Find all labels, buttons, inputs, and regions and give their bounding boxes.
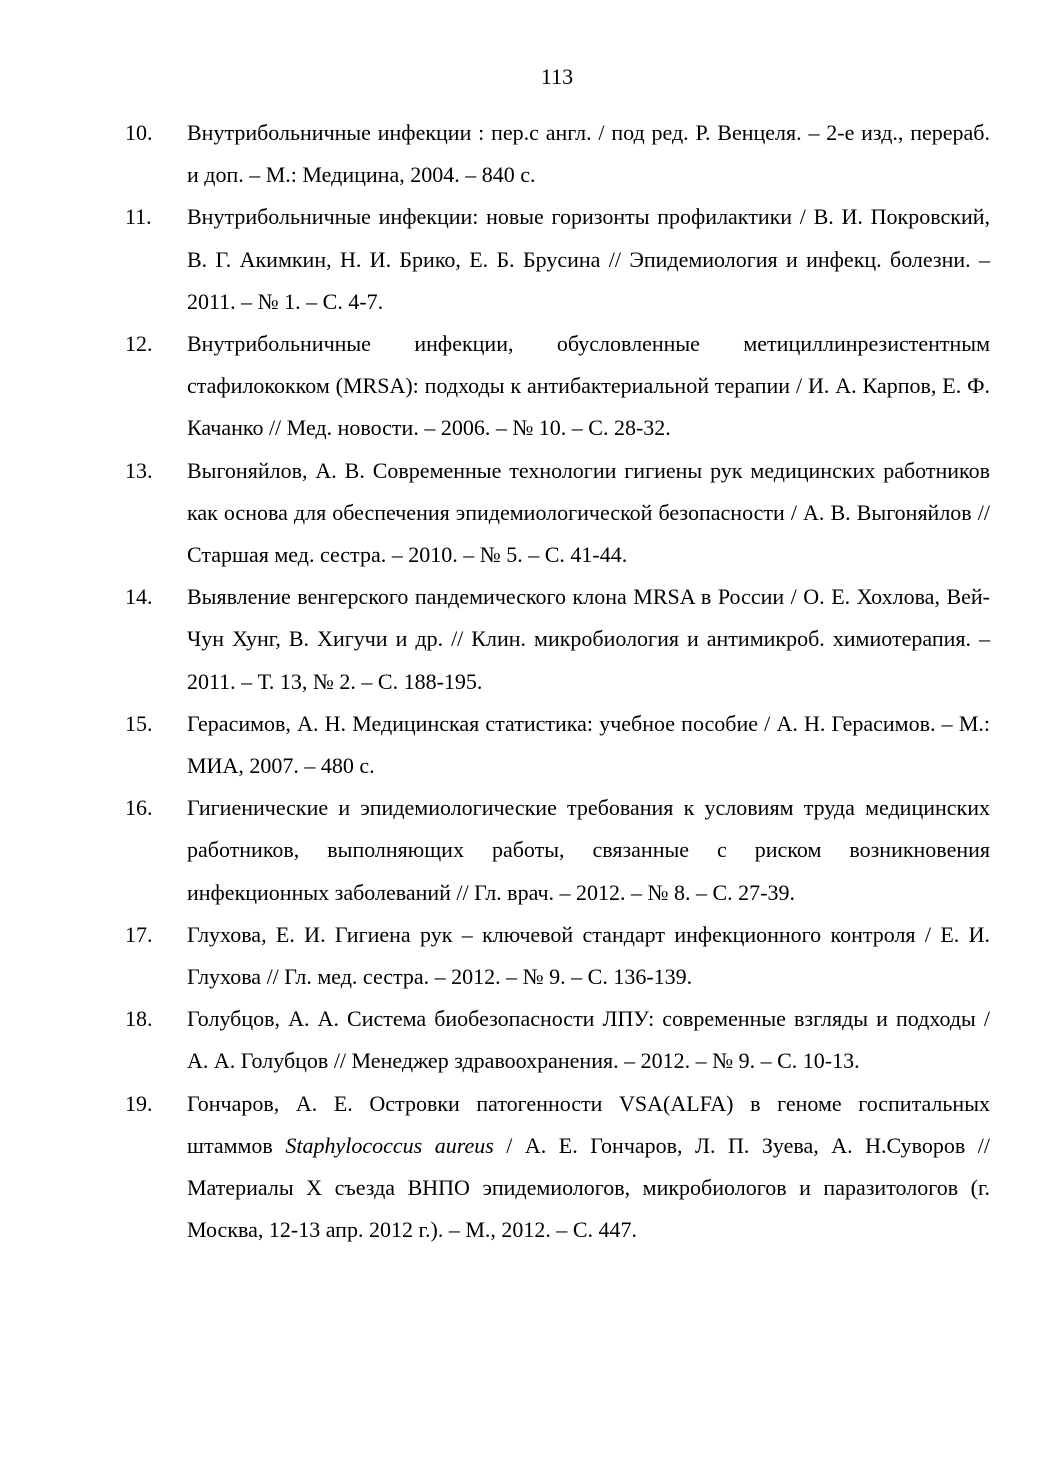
species-name-italic: Staphylococcus aureus — [285, 1132, 494, 1158]
reference-number: 18. — [125, 1006, 153, 1032]
reference-text: Голубцов, А. А. Система биобезопасности ЛПУ: современные взгляды и подходы / А. А. Голубцов // Менеджер здравоохранения. – 2012. – № 9. – С. 10-13. — [187, 1006, 990, 1074]
reference-number: 10. — [125, 120, 153, 145]
reference-text: Гигиенические и эпидемиологические требования к условиям труда медицинских работников, выполняющих работы, связанные с риском возникновения инфекционных заболеваний // Гл. врач. – 2012. – № 8. – С. 27-39. — [187, 795, 990, 905]
reference-text: Выгоняйлов, А. В. Современные технологии гигиены рук медицинских работников как основа для обеспечения эпидемиологической безопасности / А. В. Выгоняйлов // Старшая мед. сестра. – 2010. – № 5. – С. 41-44. — [187, 457, 990, 568]
reference-item — [0, 196, 1040, 323]
reference-text-part: / А. Е. Гончаров, Л. П. Зуева, А. Н.Суворов // Материалы X съезда ВНПО эпидемиологов, микробиологов и паразитологов (г. Москва, 12-13 апр. 2012 г.). – М., 2012. – С. 447. — [187, 1132, 991, 1243]
reference-item — [0, 787, 1040, 914]
reference-item — [0, 1083, 1040, 1252]
reference-item — [0, 998, 1040, 1082]
reference-number: 11. — [125, 204, 152, 230]
reference-text: Внутрибольничные инфекции, обусловленные метициллинрезистентным стафилококком (MRSA): подходы к антибактериальной терапии / И. А. Карпов, Е. Ф. Качанко // Мед. новости. – 2006. – № 10. – С. 28-32. — [187, 331, 990, 441]
reference-number: 19. — [125, 1090, 153, 1116]
reference-number: 12. — [125, 331, 153, 357]
reference-text — [187, 1083, 990, 1252]
reference-number: 17. — [125, 921, 153, 947]
reference-item — [0, 323, 1040, 450]
reference-text: Герасимов, А. Н. Медицинская статистика: учебное пособие / А. Н. Герасимов. – М.: МИА, 2007. – 480 с. — [187, 710, 990, 779]
reference-list — [0, 112, 1040, 1251]
reference-item — [0, 703, 1040, 787]
reference-item — [0, 450, 1040, 577]
reference-number: 16. — [125, 795, 153, 821]
reference-text: Внутрибольничные инфекции: новые горизонты профилактики / В. И. Покровский, В. Г. Акимкин, Н. И. Брико, Е. Б. Брусина // Эпидемиология и инфекц. болезни. – 2011. – № 1. – С. 4-7. — [187, 204, 990, 314]
reference-text: Глухова, Е. И. Гигиена рук – ключевой стандарт инфекционного контроля / Е. И. Глухова // Гл. мед. сестра. – 2012. – № 9. – С. 136-139. — [187, 921, 990, 990]
page-number: 113 — [540, 64, 574, 89]
reference-item — [0, 576, 1040, 703]
reference-text-part: Гончаров, А. Е. Островки патогенности VSA(ALFA) в геноме госпитальных штаммов — [187, 1090, 990, 1158]
reference-number: 15. — [125, 710, 153, 736]
reference-text: Внутрибольничные инфекции : пер.с англ. / под ред. Р. Венцеля. – 2-е изд., перераб. и доп. – М.: Медицина, 2004. – 840 с. — [187, 120, 990, 188]
reference-item — [0, 914, 1040, 998]
reference-number: 14. — [125, 584, 153, 610]
reference-text: Выявление венгерского пандемического клона MRSA в России / О. Е. Хохлова, Вей-Чун Хунг, В. Хигучи и др. // Клин. микробиология и антимикроб. химиотерапия. – 2011. – Т. 13, № 2. – С. 188-195. — [187, 584, 990, 694]
reference-number: 13. — [125, 457, 153, 483]
reference-item — [0, 112, 1040, 196]
